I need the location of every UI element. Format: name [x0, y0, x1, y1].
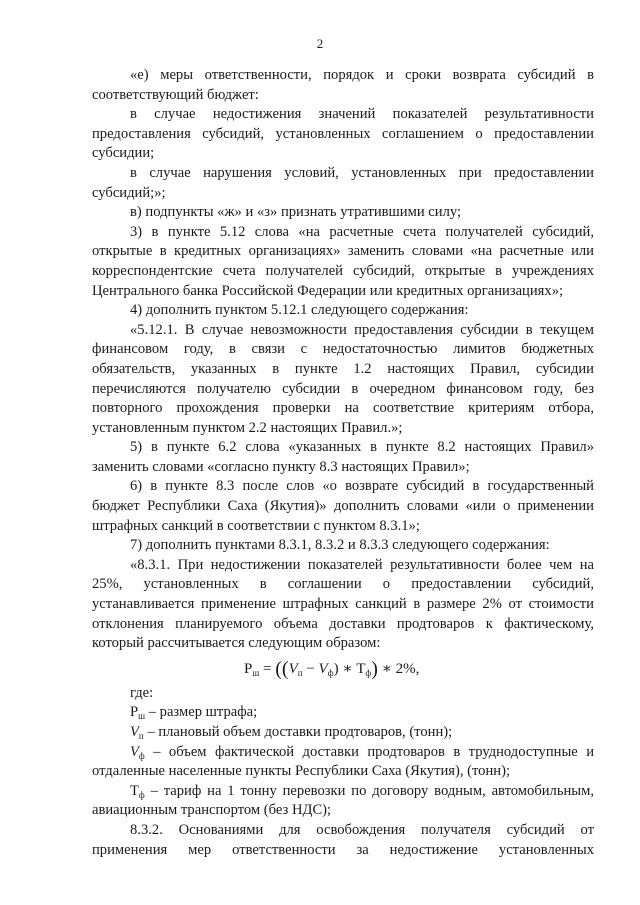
where-label: где: — [130, 684, 154, 701]
formula-lhs: Р — [244, 660, 253, 677]
paragraph-2: в случае недостижения значений показателей результативности предоставления субсидий, установленных соглашением о предоставлении субсидии; — [92, 106, 594, 162]
paragraph-3: в случае нарушения условий, установленных при предоставлении субсидий;»; — [92, 164, 594, 201]
formula-tail: ∗ 2%, — [377, 660, 420, 677]
paragraph-5: 3) в пункте 5.12 слова «на расчетные счета получателей субсидий, открытые в кредитных организациях» заменить словами «на расчетные или корреспондентские счета получателей субсидий, открытые в учреждениях Центрального банка Российской Федерации или кредитных организациях»; — [92, 223, 594, 299]
paragraph-1: «е) меры ответственности, порядок и сроки возврата субсидий в соответствующий бюджет: — [92, 67, 594, 103]
penalty-formula — [92, 654, 594, 684]
formula-minus: − — [302, 660, 319, 677]
paragraph-9: 6) в пункте 8.3 после слов «о возврате субсидий в государственный бюджет Республики Саха (Якутия)» дополнить словами «или о применении штрафных санкций в соответствии с пунктом 8.3.1»; — [92, 478, 594, 534]
paragraph-11: «8.3.1. При недостижении показателей результативности более чем на 25%, установленных в соглашении о предоставлении субсидий, устанавливается применение штрафных санкций в размере 2% от стоимости отклонения планируемого объема доставки продтоваров к фактическому, который рассчитывается следующим образом: — [92, 556, 594, 652]
document-body — [92, 66, 594, 860]
formula-eq: = — [259, 660, 276, 677]
def-symbol-sub: п — [138, 731, 144, 741]
formula-vf-sub: ф — [327, 667, 334, 678]
def-text: – тариф на 1 тонну перевозки по договору водным, автомобильным, авиационным транспортом (без НДС); — [92, 782, 594, 819]
paragraph-4: в) подпункты «ж» и «з» признать утратившими силу; — [130, 204, 462, 221]
def-symbol-sub: ф — [138, 789, 145, 800]
definition-planned-volume — [92, 723, 594, 743]
formula-lhs-sub: ш — [252, 667, 260, 678]
def-symbol: Р — [130, 704, 139, 721]
paragraph-8: 5) в пункте 6.2 слова «указанных в пункте 8.2 настоящих Правил» заменить словами «согласно пункту 8.3 настоящих Правил»; — [92, 439, 594, 475]
formula-close-outer: ) — [371, 657, 378, 680]
paragraph-10: 7) дополнить пунктами 8.3.1, 8.3.2 и 8.3.3 следующего содержания: — [130, 537, 550, 554]
formula-v-sub: п — [297, 667, 303, 678]
definition-penalty — [92, 703, 594, 723]
page-number: 2 — [316, 36, 324, 51]
def-text: – плановый объем доставки продтоваров, (тонн); — [143, 724, 453, 740]
formula-mult: ∗ Т — [338, 660, 366, 677]
paragraph-6: 4) дополнить пунктом 5.12.1 следующего содержания: — [130, 302, 469, 319]
def-text: – объем фактической доставки продтоваров в труднодоступные и отдаленные населенные пункты Республики Саха (Якутия), (тонн); — [92, 743, 594, 780]
definition-actual-volume — [92, 743, 594, 782]
def-symbol: V — [130, 743, 139, 760]
formula-close-inner: ) — [333, 660, 339, 677]
def-symbol: Т — [130, 782, 139, 799]
formula-vf: V — [318, 660, 328, 677]
definition-tariff — [92, 782, 594, 821]
def-symbol-sub: ш — [138, 711, 146, 722]
def-symbol: V — [130, 724, 139, 740]
paragraph-7: «5.12.1. В случае невозможности предоставления субсидии в текущем финансовом году, в связи с недостаточностью лимитов бюджетных обязательств, указанных в пункте 1.2 настоящих Правил, субсидии перечисляются получателю субсидии в очередном финансовом году, без повторного прохождения проверки на соответствие критериям отбора, установленным пунктом 2.2 настоящих Правил.»; — [92, 321, 594, 436]
def-symbol-sub: ф — [138, 750, 145, 761]
def-text: – размер штрафа; — [145, 704, 258, 721]
formula-t-sub: ф — [365, 667, 372, 678]
formula-v: V — [288, 660, 298, 677]
paragraph-final: 8.3.2. Основаниями для освобождения получателя субсидий от применения мер ответственности за недостижение установленных — [92, 821, 594, 858]
formula-open: (( — [275, 657, 289, 680]
